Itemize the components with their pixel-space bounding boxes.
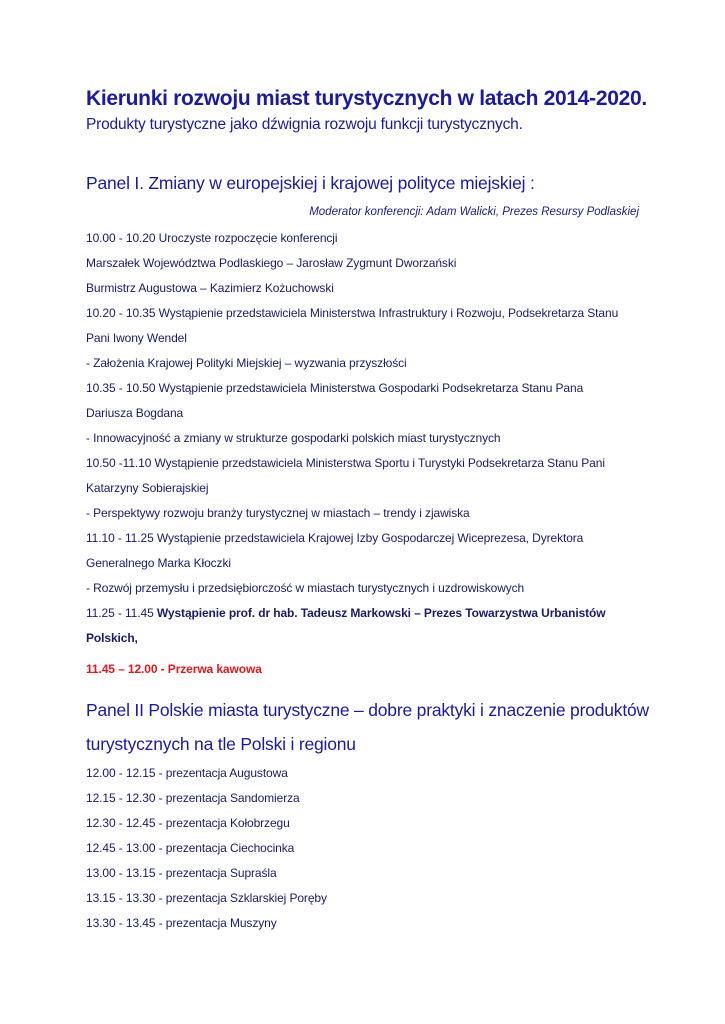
agenda-line: - Perspektywy rozwoju branży turystycznej w miastach – trendy i zjawiska <box>86 506 470 520</box>
agenda-line: - Założenia Krajowej Polityki Miejskiej – wyzwania przyszłości <box>86 356 407 370</box>
presentation-line: 12.00 - 12.15 - prezentacja Augustowa <box>86 766 288 780</box>
agenda-line: Katarzyny Sobierajskiej <box>86 481 209 495</box>
agenda-line: 10.50 -11.10 Wystąpienie przedstawiciela Ministerstwa Sportu i Turystyki Podsekretarza Stanu Pani <box>86 456 605 470</box>
panel1-heading: Panel I. Zmiany w europejskiej i krajowej polityce miejskiej : <box>86 173 535 193</box>
agenda-line: Marszałek Województwa Podlaskiego – Jarosław Zygmunt Dworzański <box>86 256 457 270</box>
presentation-line: 13.00 - 13.15 - prezentacja Supraśla <box>86 866 277 880</box>
agenda-line: - Innowacyjność a zmiany w strukturze gospodarki polskich miast turystycznych <box>86 431 501 445</box>
markowski-speaker-cont: Polskich, <box>86 631 138 645</box>
panel2-heading-line1: Panel II Polskie miasta turystyczne – dobre praktyki i znaczenie produktów <box>86 700 649 720</box>
markowski-time: 11.25 - 11.45 <box>86 606 157 620</box>
document-subtitle: Produkty turystyczne jako dźwignia rozwoju funkcji turystycznych. <box>86 116 523 133</box>
panel2-heading-line2: turystycznych na tle Polski i regionu <box>86 734 356 754</box>
document-title: Kierunki rozwoju miast turystycznych w latach 2014-2020. <box>86 87 647 110</box>
agenda-line: Pani Iwony Wendel <box>86 331 187 345</box>
agenda-line: 10.35 - 10.50 Wystąpienie przedstawiciela Ministerstwa Gospodarki Podsekretarza Stanu Pana <box>86 381 584 395</box>
agenda-line: 10.20 - 10.35 Wystąpienie przedstawiciela Ministerstwa Infrastruktury i Rozwoju, Podsekretarza Stanu <box>86 306 619 320</box>
presentation-line: 12.15 - 12.30 - prezentacja Sandomierza <box>86 791 300 805</box>
agenda-line: Burmistrz Augustowa – Kazimierz Kożuchowski <box>86 281 334 295</box>
presentation-line: 13.15 - 13.30 - prezentacja Szklarskiej Poręby <box>86 891 327 905</box>
presentation-line: 12.45 - 13.00 - prezentacja Ciechocinka <box>86 841 295 855</box>
agenda-line: Dariusza Bogdana <box>86 406 184 420</box>
agenda-line: Generalnego Marka Kłoczki <box>86 556 231 570</box>
presentation-line: 13.30 - 13.45 - prezentacja Muszyny <box>86 916 277 930</box>
agenda-line: 10.00 - 10.20 Uroczyste rozpoczęcie konferencji <box>86 231 338 245</box>
coffee-break: 11.45 – 12.00 - Przerwa kawowa <box>86 662 262 676</box>
moderator-line: Moderator konferencji: Adam Walicki, Prezes Resursy Podlaskiej <box>309 206 639 218</box>
agenda-line: 11.10 - 11.25 Wystąpienie przedstawiciela Krajowej Izby Gospodarczej Wiceprezesa, Dyrektora <box>86 531 584 545</box>
markowski-speaker: Wystąpienie prof. dr hab. Tadeusz Markowski – Prezes Towarzystwa Urbanistów <box>156 606 606 620</box>
presentation-line: 12.30 - 12.45 - prezentacja Kołobrzegu <box>86 816 290 830</box>
agenda-line-markowski <box>86 606 606 620</box>
agenda-line: - Rozwój przemysłu i przedsiębiorczość w miastach turystycznych i uzdrowiskowych <box>86 581 525 595</box>
